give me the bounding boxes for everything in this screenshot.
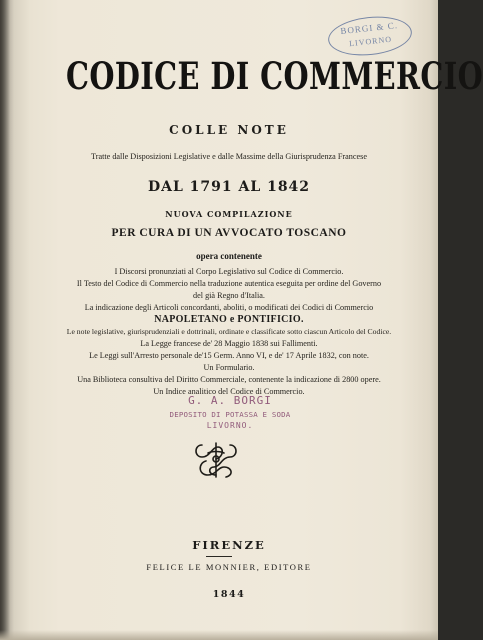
stamp-name: G. A. BORGI [188,394,272,407]
contents-line: I Discorsi pronunziati al Corpo Legislativo sul Codice di Commercio. [114,267,344,276]
date-range: DAL 1791 AL 1842 [147,179,311,195]
contents-line: Le note legislative, giurisprudenziali e dottrinali, ordinate e classificate sotto ciascun Articolo del Codice. [66,327,392,336]
tratte-line: Tratte dalle Disposizioni Legislative e dalle Massime della Giurisprudenza Francese [91,152,367,161]
borgi-stamp [150,394,310,430]
editor-line: PER CURA DI UN AVVOCATO TOSCANO [111,227,347,239]
contents-line: Le Leggi sull'Arresto personale de'15 Germ. Anno VI, e de' 17 Aprile 1832, con note. [89,351,369,360]
oval-stamp [326,13,414,60]
nuova-compilazione: NUOVA COMPILAZIONE [165,209,293,219]
contents-line: La indicazione degli Articoli concordanti, aboliti, o modificati dei Codici di Commercio [84,303,374,312]
contents-line: Un Indice analitico del Codice di Commercio. [153,387,305,396]
contents-line: Una Biblioteca consultiva del Diritto Commerciale, contenente la indicazione di 2800 opere. [77,375,381,384]
oval-stamp-line2: LIVORNO [348,34,393,49]
colle-note: COLLE NOTE [169,123,289,137]
publisher: FELICE LE MONNIER, EDITORE [146,562,312,572]
stamp-deposito: DEPOSITO DI POTASSA E SODA [169,410,291,419]
contents-line: del già Regno d'Italia. [193,291,265,300]
divider-rule [206,556,232,557]
spine-shadow [0,0,10,640]
book-title: CODICE DI COMMERCIO [65,54,483,98]
contents-line: Un Formulario. [203,363,255,372]
stamp-livorno: LIVORNO. [206,421,254,430]
contents-line: La Legge francese de' 28 Maggio 1838 sui Fallimenti. [140,339,318,348]
monogram-ornament-icon [188,437,244,481]
oval-stamp-line1: BORGI & C. [339,20,399,37]
opera-contenente: opera contenente [196,251,262,261]
publication-year: 1844 [212,589,246,600]
contents-line: Il Testo del Codice di Commercio nella traduzione autentica eseguita per ordine del Governo [76,279,382,288]
place-of-publication: FIRENZE [192,538,266,552]
contents-line: NAPOLETANO e PONTIFICIO. [154,314,304,325]
page-bottom-edge [0,630,438,640]
